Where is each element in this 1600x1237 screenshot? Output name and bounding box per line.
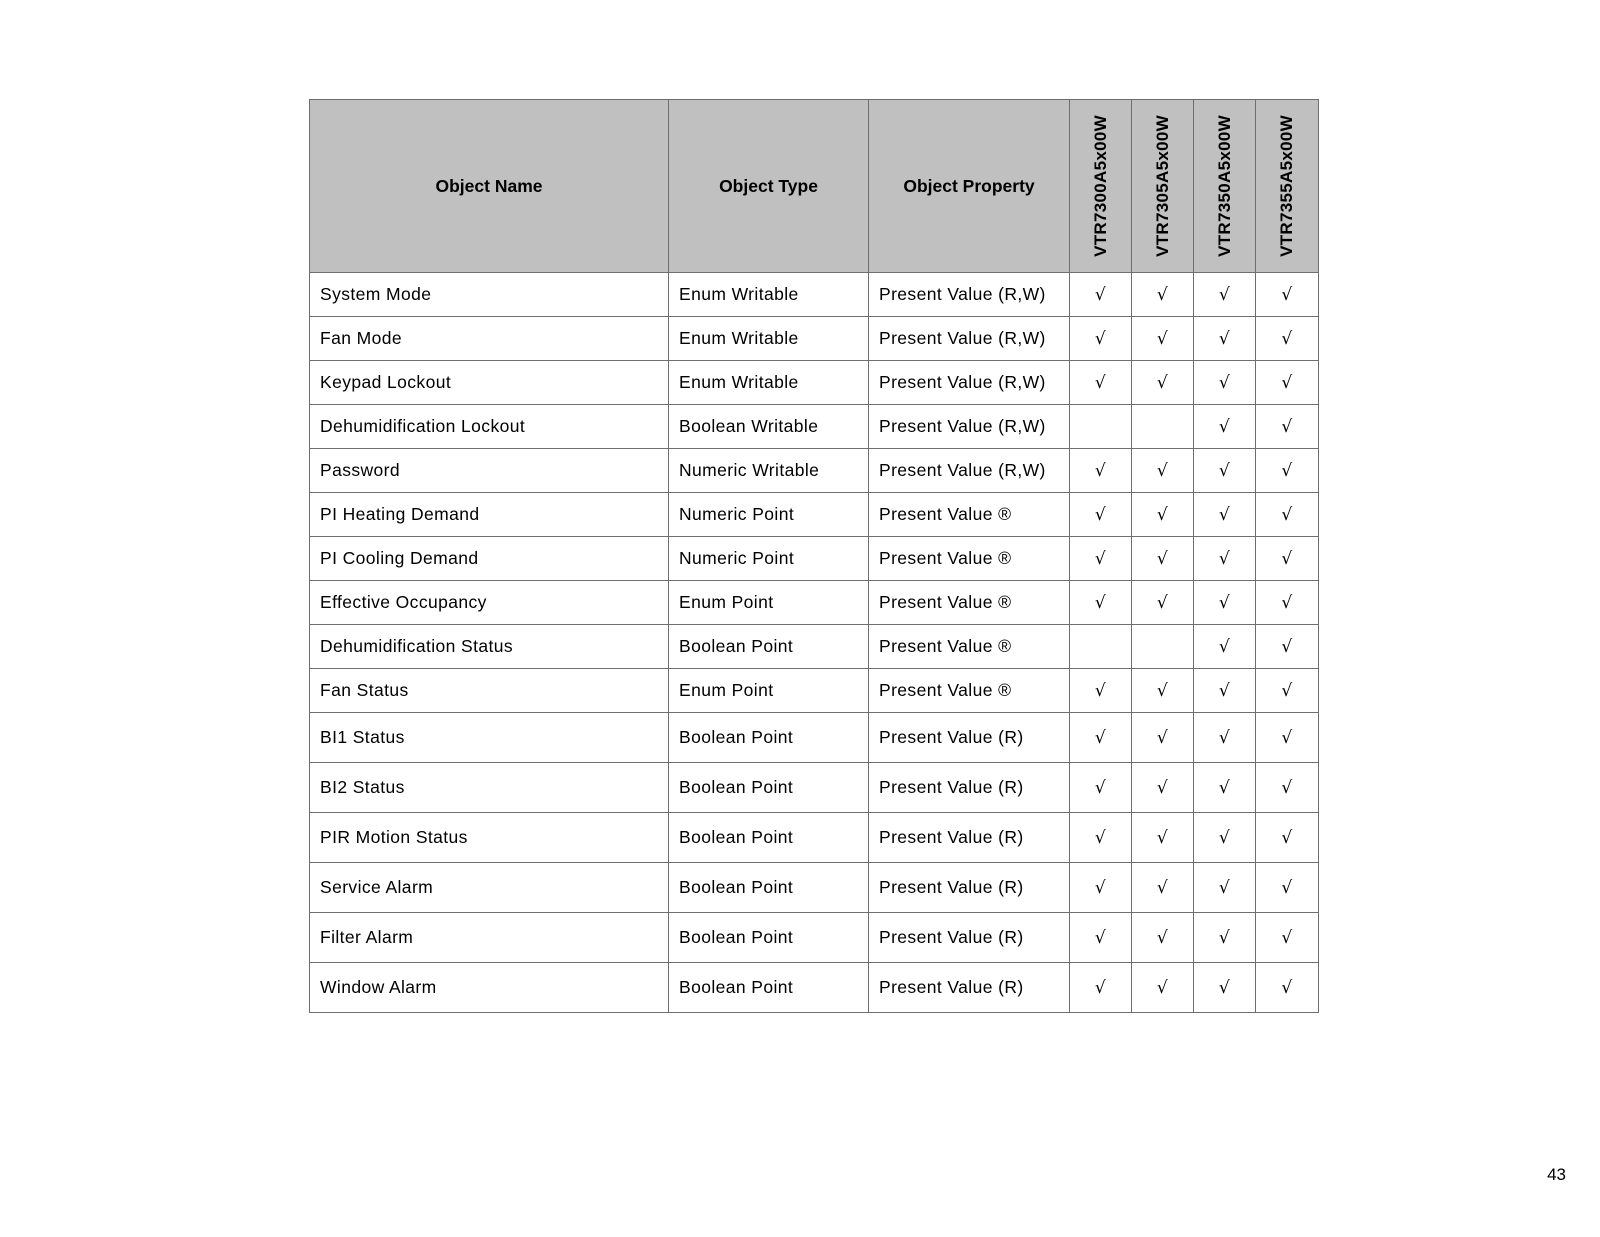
model-support-cell: √ [1132,361,1194,405]
model-support-cell: √ [1132,863,1194,913]
model-support-cell [1070,625,1132,669]
model-support-cell: √ [1256,317,1319,361]
object-name-cell: Keypad Lockout [310,361,669,405]
model-support-cell: √ [1132,273,1194,317]
model-support-cell: √ [1070,763,1132,813]
model-support-cell: √ [1256,813,1319,863]
model-support-cell: √ [1070,581,1132,625]
table-row [310,361,1319,405]
object-name-cell: Dehumidification Lockout [310,405,669,449]
header-model-label: VTR7305A5x00W [1152,115,1172,257]
model-support-cell: √ [1132,669,1194,713]
object-property-cell: Present Value (R,W) [869,361,1070,405]
model-support-cell: √ [1132,963,1194,1013]
object-type-cell: Boolean Point [669,963,869,1013]
model-support-cell [1070,405,1132,449]
model-support-cell: √ [1132,537,1194,581]
model-support-cell: √ [1070,317,1132,361]
object-name-cell: Fan Mode [310,317,669,361]
model-support-cell: √ [1256,669,1319,713]
model-support-cell: √ [1194,405,1256,449]
object-type-cell: Boolean Point [669,763,869,813]
model-support-cell: √ [1194,581,1256,625]
object-name-cell: Service Alarm [310,863,669,913]
object-type-cell: Boolean Point [669,913,869,963]
model-support-cell: √ [1256,361,1319,405]
table-row [310,493,1319,537]
model-support-cell: √ [1132,913,1194,963]
table-row [310,813,1319,863]
object-property-cell: Present Value (R) [869,963,1070,1013]
table-row [310,405,1319,449]
object-name-cell: Window Alarm [310,963,669,1013]
object-property-cell: Present Value (R,W) [869,449,1070,493]
table-row [310,713,1319,763]
object-type-cell: Enum Writable [669,317,869,361]
model-support-cell: √ [1070,669,1132,713]
model-support-cell: √ [1194,493,1256,537]
model-support-cell: √ [1256,625,1319,669]
object-type-cell: Enum Writable [669,273,869,317]
model-support-cell: √ [1194,713,1256,763]
table-row [310,273,1319,317]
object-property-cell: Present Value ® [869,537,1070,581]
header-model-vtr7305 [1132,100,1194,273]
model-support-cell: √ [1132,713,1194,763]
model-support-cell: √ [1132,581,1194,625]
model-support-cell: √ [1256,913,1319,963]
model-support-cell: √ [1132,813,1194,863]
table-row [310,963,1319,1013]
object-name-cell: Filter Alarm [310,913,669,963]
table-header-row [310,100,1319,273]
model-support-cell: √ [1256,537,1319,581]
object-property-cell: Present Value (R,W) [869,317,1070,361]
model-support-cell: √ [1194,763,1256,813]
model-support-cell: √ [1256,581,1319,625]
model-support-cell [1132,405,1194,449]
model-support-cell: √ [1070,713,1132,763]
header-model-vtr7350 [1194,100,1256,273]
model-support-cell: √ [1194,537,1256,581]
table-row [310,581,1319,625]
model-support-cell: √ [1070,273,1132,317]
model-support-cell: √ [1256,713,1319,763]
object-type-cell: Enum Point [669,581,869,625]
model-support-cell: √ [1256,963,1319,1013]
model-support-cell: √ [1132,493,1194,537]
model-support-cell: √ [1194,273,1256,317]
object-name-cell: PI Cooling Demand [310,537,669,581]
table-row [310,449,1319,493]
object-name-cell: PIR Motion Status [310,813,669,863]
model-support-cell: √ [1070,863,1132,913]
header-object-property: Object Property [869,100,1070,273]
header-model-vtr7355 [1256,100,1319,273]
object-property-cell: Present Value (R,W) [869,273,1070,317]
table-row [310,317,1319,361]
model-support-cell [1132,625,1194,669]
model-support-cell: √ [1070,963,1132,1013]
model-support-cell: √ [1194,813,1256,863]
table-row [310,763,1319,813]
object-name-cell: BI1 Status [310,713,669,763]
model-support-cell: √ [1256,493,1319,537]
object-type-cell: Enum Point [669,669,869,713]
table-row [310,625,1319,669]
header-model-vtr7300 [1070,100,1132,273]
object-name-cell: Password [310,449,669,493]
object-name-cell: Dehumidification Status [310,625,669,669]
model-support-cell: √ [1070,493,1132,537]
model-support-cell: √ [1194,625,1256,669]
object-type-cell: Boolean Writable [669,405,869,449]
table-row [310,669,1319,713]
object-property-cell: Present Value (R) [869,763,1070,813]
object-property-cell: Present Value ® [869,625,1070,669]
object-name-cell: System Mode [310,273,669,317]
page-number: 43 [1547,1165,1566,1184]
header-object-name: Object Name [310,100,669,273]
object-type-cell: Boolean Point [669,713,869,763]
table-row [310,537,1319,581]
object-property-cell: Present Value (R) [869,813,1070,863]
object-property-cell: Present Value ® [869,669,1070,713]
model-support-cell: √ [1070,537,1132,581]
model-support-cell: √ [1194,317,1256,361]
model-support-cell: √ [1132,763,1194,813]
bacnet-objects-table [309,99,1319,1013]
object-name-cell: Fan Status [310,669,669,713]
object-type-cell: Numeric Point [669,537,869,581]
object-property-cell: Present Value (R,W) [869,405,1070,449]
model-support-cell: √ [1070,813,1132,863]
object-type-cell: Boolean Point [669,813,869,863]
object-type-cell: Boolean Point [669,863,869,913]
model-support-cell: √ [1256,449,1319,493]
object-property-cell: Present Value (R) [869,913,1070,963]
model-support-cell: √ [1194,963,1256,1013]
header-object-type: Object Type [669,100,869,273]
model-support-cell: √ [1256,763,1319,813]
model-support-cell: √ [1194,913,1256,963]
object-property-cell: Present Value (R) [869,863,1070,913]
object-type-cell: Numeric Point [669,493,869,537]
object-name-cell: PI Heating Demand [310,493,669,537]
model-support-cell: √ [1194,361,1256,405]
model-support-cell: √ [1256,273,1319,317]
model-support-cell: √ [1194,863,1256,913]
object-type-cell: Boolean Point [669,625,869,669]
object-name-cell: Effective Occupancy [310,581,669,625]
table-body [310,273,1319,1013]
model-support-cell: √ [1132,449,1194,493]
object-property-cell: Present Value (R) [869,713,1070,763]
header-model-label: VTR7350A5x00W [1214,115,1234,257]
header-model-label: VTR7355A5x00W [1277,115,1296,257]
table-row [310,913,1319,963]
object-property-cell: Present Value ® [869,581,1070,625]
object-name-cell: BI2 Status [310,763,669,813]
model-support-cell: √ [1070,449,1132,493]
model-support-cell: √ [1256,863,1319,913]
object-type-cell: Numeric Writable [669,449,869,493]
model-support-cell: √ [1256,405,1319,449]
model-support-cell: √ [1070,913,1132,963]
model-support-cell: √ [1070,361,1132,405]
model-support-cell: √ [1194,449,1256,493]
header-model-label: VTR7300A5x00W [1090,115,1110,257]
table-row [310,863,1319,913]
model-support-cell: √ [1132,317,1194,361]
object-property-cell: Present Value ® [869,493,1070,537]
object-type-cell: Enum Writable [669,361,869,405]
model-support-cell: √ [1194,669,1256,713]
